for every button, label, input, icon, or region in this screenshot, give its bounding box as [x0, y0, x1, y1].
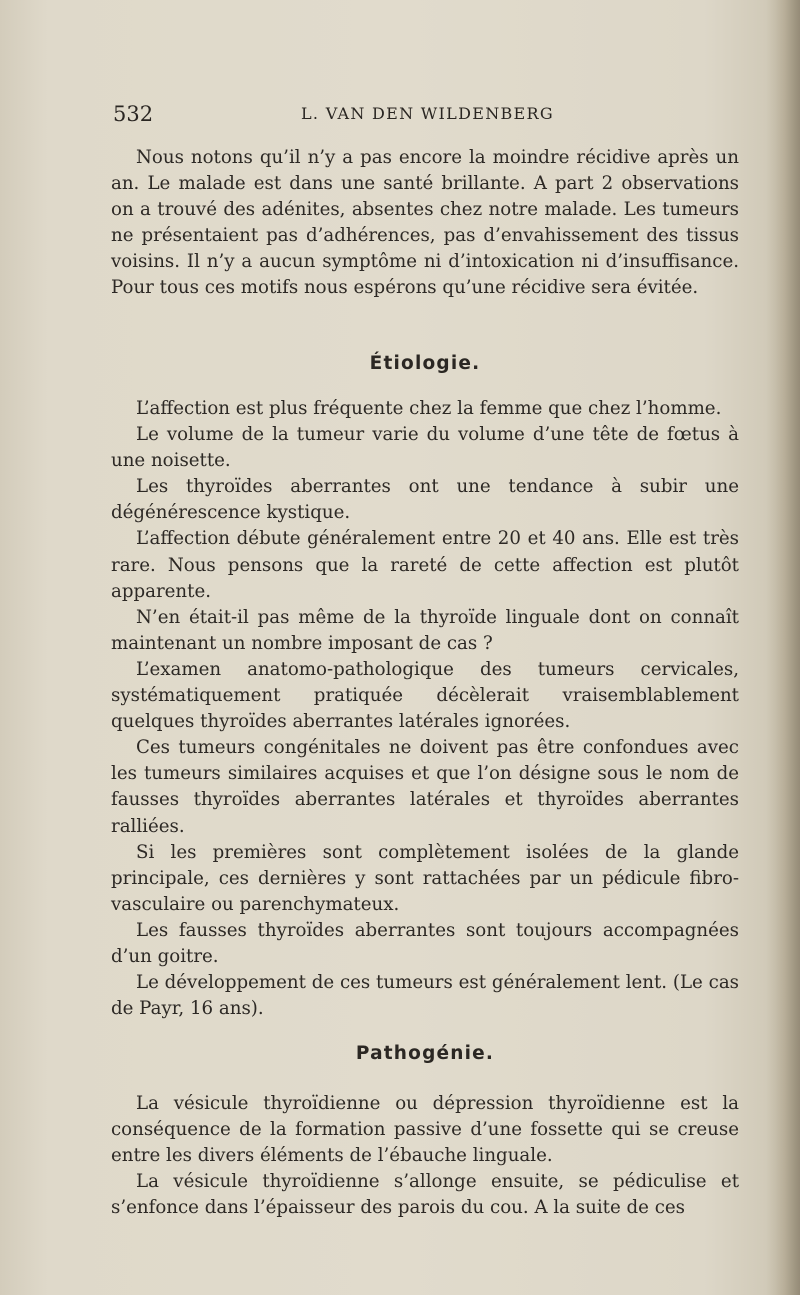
- etiologie-paragraph-5: N’en était-il pas même de la thyroïde linguale dont on connaît maintenant un nombre imposant de cas ?: [111, 606, 739, 654]
- etiologie-paragraph-8: Si les premières sont complètement isolées de la glande principale, ces dernières y sont rattachées par un pédicule fibro-vasculaire ou parenchymateux.: [111, 841, 739, 915]
- etiologie-paragraph-2: Le volume de la tumeur varie du volume d’une tête de fœtus à une noisette.: [111, 424, 739, 472]
- pathogenie-paragraph-2: La vésicule thyroïdienne s’allonge ensuite, se pédiculise et s’enfonce dans l’épaisseur des parois du cou. A la suite de ces: [111, 1171, 739, 1219]
- etiologie-text-block: [111, 396, 739, 1022]
- page-number: 532: [113, 102, 154, 126]
- etiologie-paragraph-6: L’examen anatomo-pathologique des tumeurs cervicales, systématiquement pratiquée décèlerait vraisemblablement quelques thyroïdes aberrantes latérales ignorées.: [111, 658, 739, 733]
- etiologie-paragraph-3: Les thyroïdes aberrantes ont une tendance à subir une dégénérescence kystique.: [111, 476, 739, 524]
- running-head-author: L. VAN DEN WILDENBERG: [301, 104, 554, 123]
- pathogenie-text-block: [111, 1091, 739, 1221]
- intro-paragraph: Nous notons qu’il n’y a pas encore la moindre récidive après un an. Le malade est dans une santé brillante. A part 2 observations on a trouvé des adénites, absentes chez notre malade. Les tumeurs ne présentaient pas d’adhérences, pas d’envahissement des tissus voisins. Il n’y a aucun symptôme ni d’intoxication ni d’insuffisance. Pour tous ces motifs nous espérons qu’une récidive sera évitée.: [111, 147, 739, 299]
- etiologie-paragraph-7: Ces tumeurs congénitales ne doivent pas être confondues avec les tumeurs similaires acquises et que l’on désigne sous le nom de fausses thyroïdes aberrantes latérales et thyroïdes aberrantes ralliées.: [111, 737, 739, 837]
- etiologie-paragraph-9: Les fausses thyroïdes aberrantes sont toujours accompagnées d’un goitre.: [111, 919, 739, 967]
- intro-text-block: [111, 145, 739, 302]
- page-edge-shadow: [766, 0, 800, 1295]
- etiologie-paragraph-4: L’affection débute généralement entre 20 et 40 ans. Elle est très rare. Nous pensons que la rareté de cette affection est plutôt apparente.: [111, 528, 739, 602]
- etiologie-paragraph-1: L’affection est plus fréquente chez la femme que chez l’homme.: [136, 398, 722, 419]
- etiologie-paragraph-10: Le développement de ces tumeurs est généralement lent. (Le cas de Payr, 16 ans).: [111, 972, 739, 1020]
- section-heading-etiologie: Étiologie.: [369, 353, 481, 374]
- section-heading-pathogenie: Pathogénie.: [355, 1043, 495, 1064]
- page-header: [113, 100, 743, 130]
- pathogenie-paragraph-1: La vésicule thyroïdienne ou dépression thyroïdienne est la conséquence de la formation passive d’une fossette qui se creuse entre les divers éléments de l’ébauche linguale.: [111, 1093, 739, 1167]
